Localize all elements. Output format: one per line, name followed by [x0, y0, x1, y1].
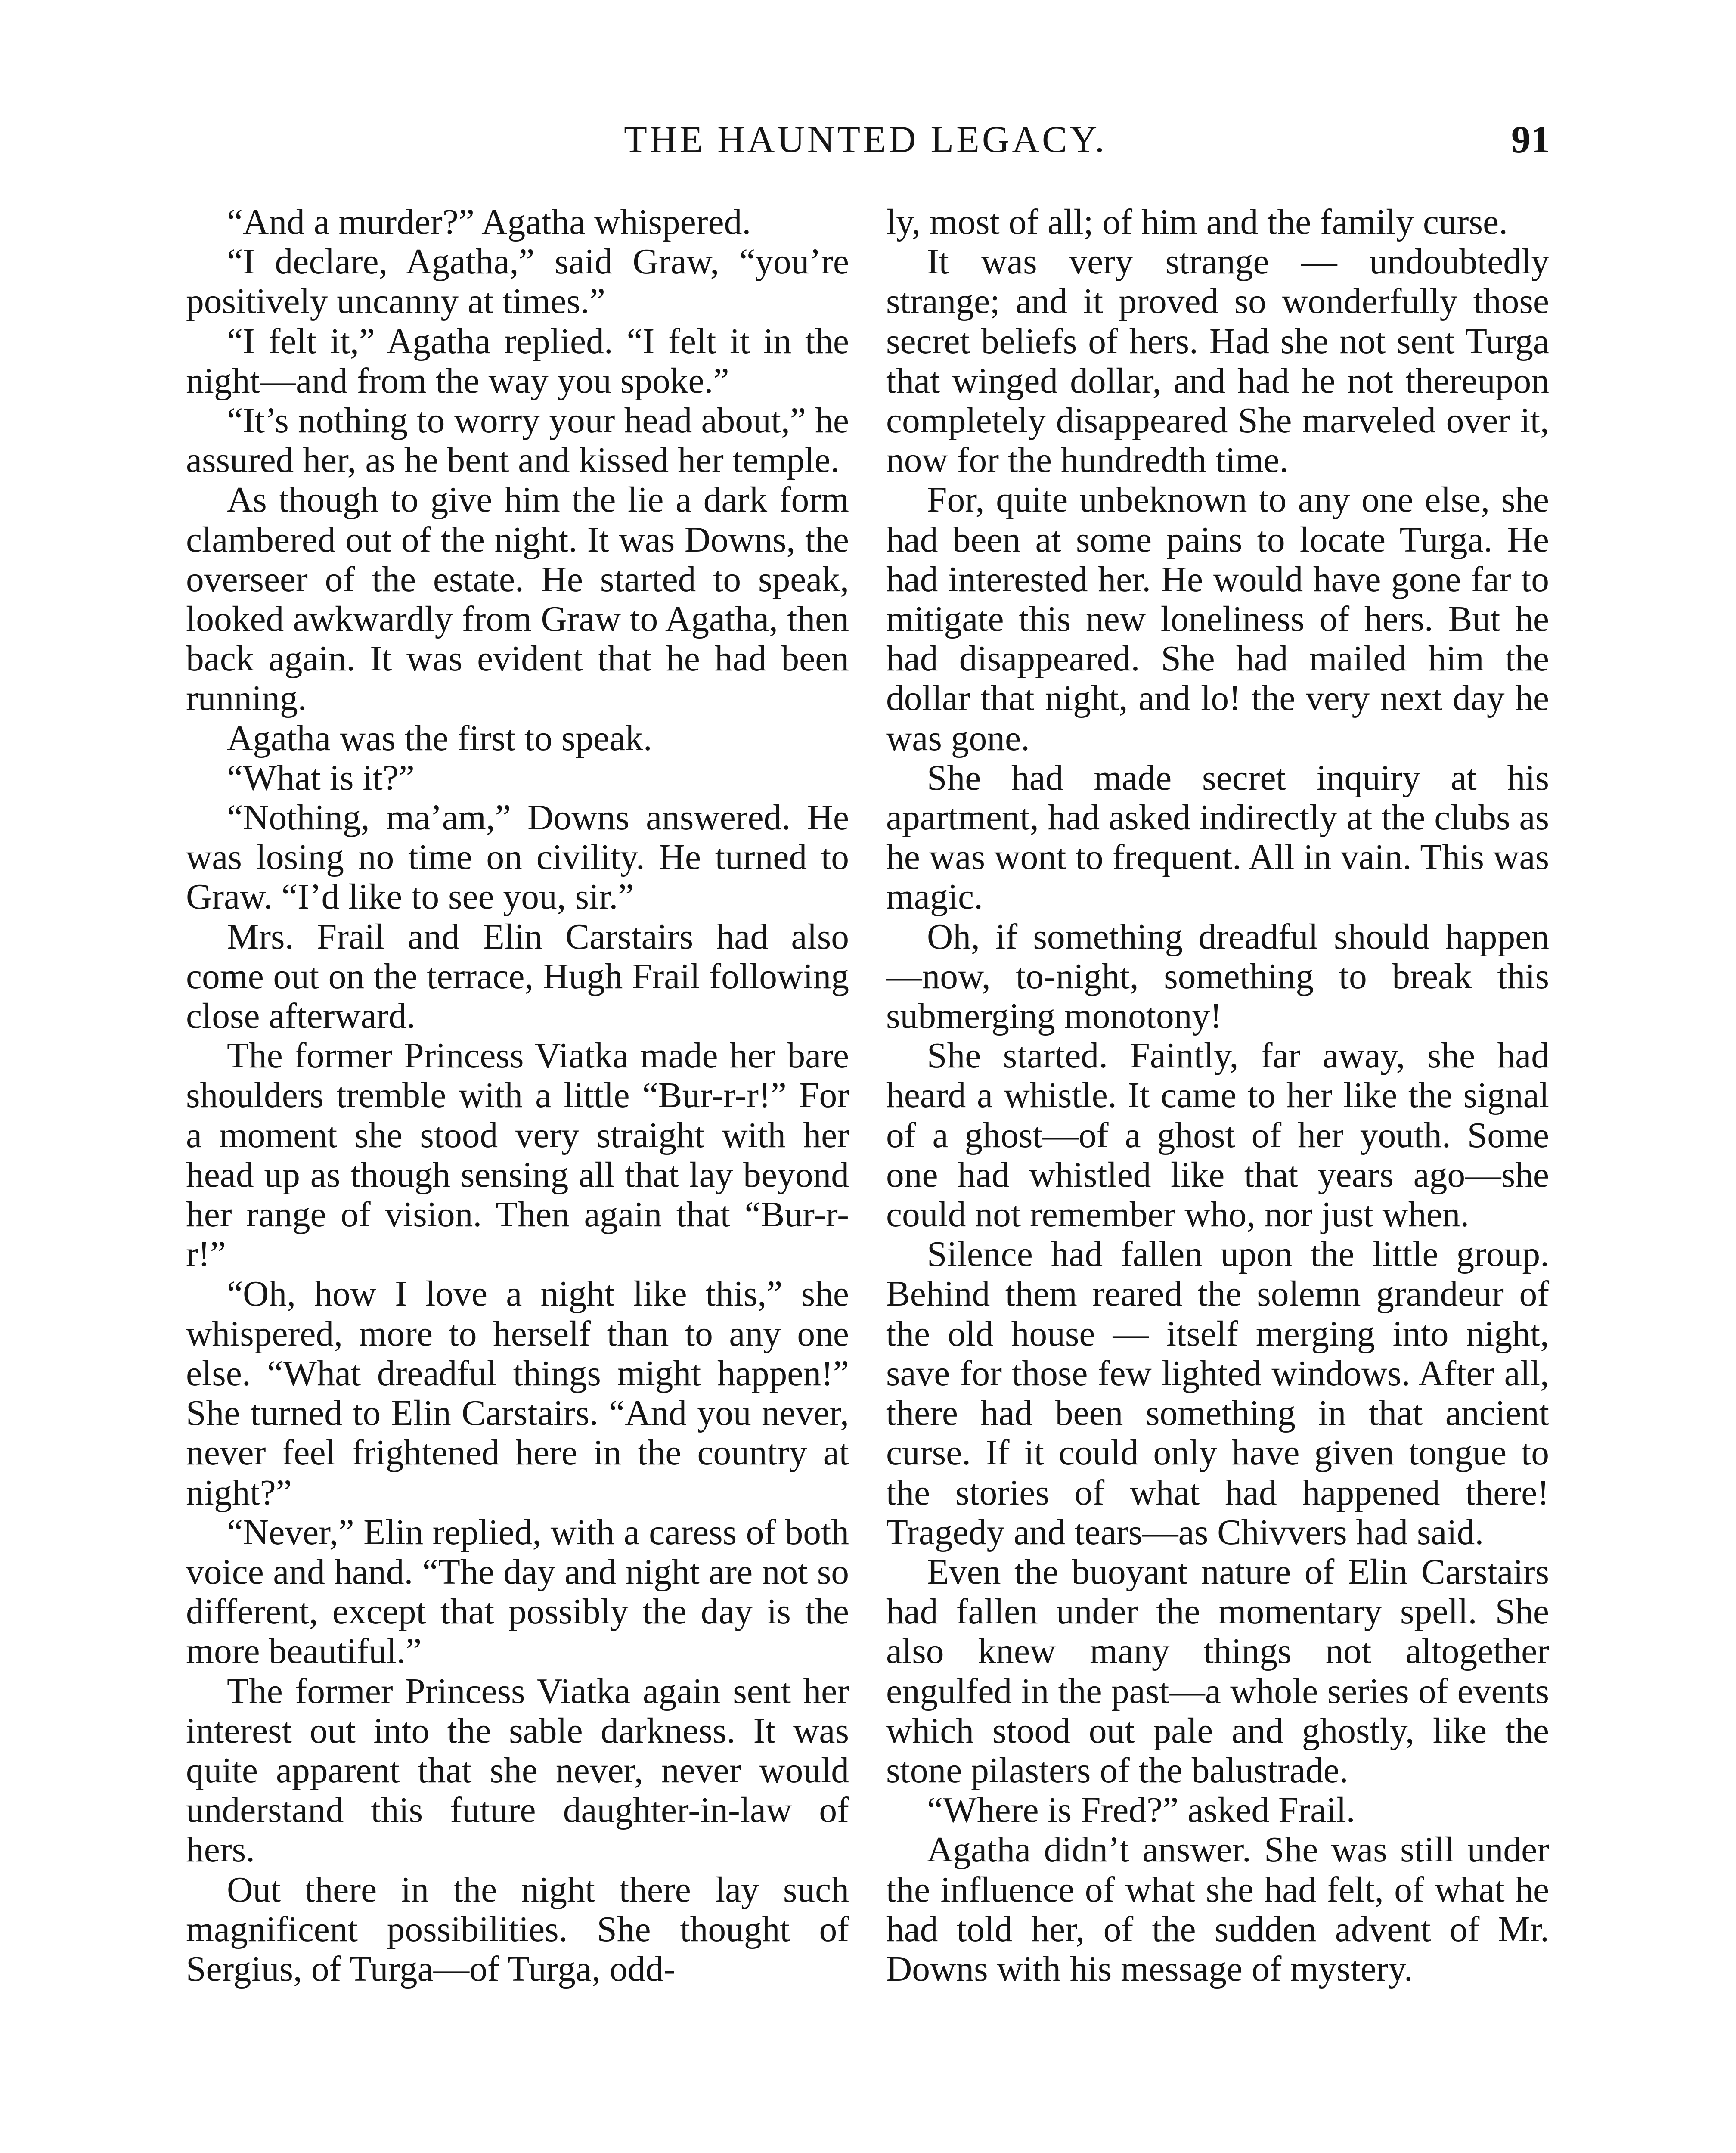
paragraph: Agatha was the first to speak.: [227, 718, 652, 758]
paragraph: She had made secret inquiry at his apartment, had asked indirectly at the clubs as he was wont to frequent. All in vain. This was magic.: [886, 758, 1549, 917]
paragraph: “Nothing, ma’am,” Downs answered. He was losing no time on civility. He turned to Graw. “I’d like to see you, sir.”: [186, 798, 849, 917]
paragraph: Even the buoyant nature of Elin Carstairs had fallen under the momentary spell. She also knew many things not altogether engulfed in the past—a whole series of events which stood out pale and ghostly, like the stone pilasters of the balustrade.: [886, 1552, 1549, 1790]
paragraph: Mrs. Frail and Elin Carstairs had also come out on the terrace, Hugh Frail following close afterward.: [186, 917, 849, 1036]
paragraph: “Never,” Elin replied, with a caress of both voice and hand. “The day and night are not so different, except that possibly the day is the more beautiful.”: [186, 1512, 849, 1672]
paragraph: Out there in the night there lay such magnificent possibilities. She thought of Sergius, of Turga—of Turga, odd-: [186, 1870, 849, 1989]
paragraph: Silence had fallen upon the little group. Behind them reared the solemn grandeur of the old house — itself merging into night, save for those few lighted windows. After all, there had been something in that ancient curse. If it could only have given tongue to the stories of what had happened there! Tragedy and tears—as Chivvers had said.: [886, 1235, 1549, 1552]
paragraph: Agatha didn’t answer. She was still under the influence of what she had felt, of what he had told her, of the sudden advent of Mr. Downs with his message of mystery.: [886, 1830, 1549, 1989]
paragraph: “Where is Fred?” asked Frail.: [927, 1790, 1355, 1830]
paragraph: As though to give him the lie a dark form clambered out of the night. It was Downs, the overseer of the estate. He started to speak, looked awkwardly from Graw to Agatha, then back again. It was evident that he had been running.: [186, 480, 849, 719]
paragraph: The former Princess Viatka made her bare shoulders tremble with a little “Bur-r-r!” For a moment she stood very straight with her head up as though sensing all that lay beyond her range of vision. Then again that “Bur-r-r!”: [186, 1036, 849, 1275]
right-column: [886, 202, 1549, 1989]
paragraph: “I felt it,” Agatha replied. “I felt it in the night—and from the way you spoke.”: [186, 321, 849, 401]
paragraph: “I declare, Agatha,” said Graw, “you’re positively uncanny at times.”: [186, 242, 849, 322]
paragraph: It was very strange — undoubtedly strange; and it proved so wonderfully those secret beliefs of hers. Had she not sent Turga that winged dollar, and had he not thereupon completely disappeared She marveled over it, now for the hundredth time.: [886, 242, 1549, 481]
paragraph: “Oh, how I love a night like this,” she whispered, more to herself than to any one else. “What dreadful things might happen!” She turned to Elin Carstairs. “And you never, never feel frightened here in the country at night?”: [186, 1274, 849, 1513]
page-number: 91: [1511, 118, 1550, 161]
paragraph: “And a murder?” Agatha whispered.: [227, 202, 751, 242]
page-header: [181, 116, 1550, 185]
paragraph: “It’s nothing to worry your head about,” he assured her, as he bent and kissed her temple.: [186, 401, 849, 481]
paragraph: The former Princess Viatka again sent her interest out into the sable darkness. It was quite apparent that she never, never would understand this future daughter-in-law of hers.: [186, 1671, 849, 1870]
paragraph: ly, most of all; of him and the family curse.: [886, 202, 1508, 242]
paragraph: For, quite unbeknown to any one else, she had been at some pains to locate Turga. He had interested her. He would have gone far to mitigate this new loneliness of hers. But he had disappeared. She had mailed him the dollar that night, and lo! the very next day he was gone.: [886, 480, 1549, 758]
paragraph: Oh, if something dreadful should happen—now, to-night, something to break this submerging monotony!: [886, 917, 1549, 1036]
paragraph: “What is it?”: [227, 758, 415, 798]
left-column: [186, 202, 849, 1989]
paragraph: She started. Faintly, far away, she had heard a whistle. It came to her like the signal of a ghost—of a ghost of her youth. Some one had whistled like that years ago—she could not remember who, nor just when.: [886, 1036, 1549, 1235]
running-title: THE HAUNTED LEGACY.: [624, 119, 1107, 161]
